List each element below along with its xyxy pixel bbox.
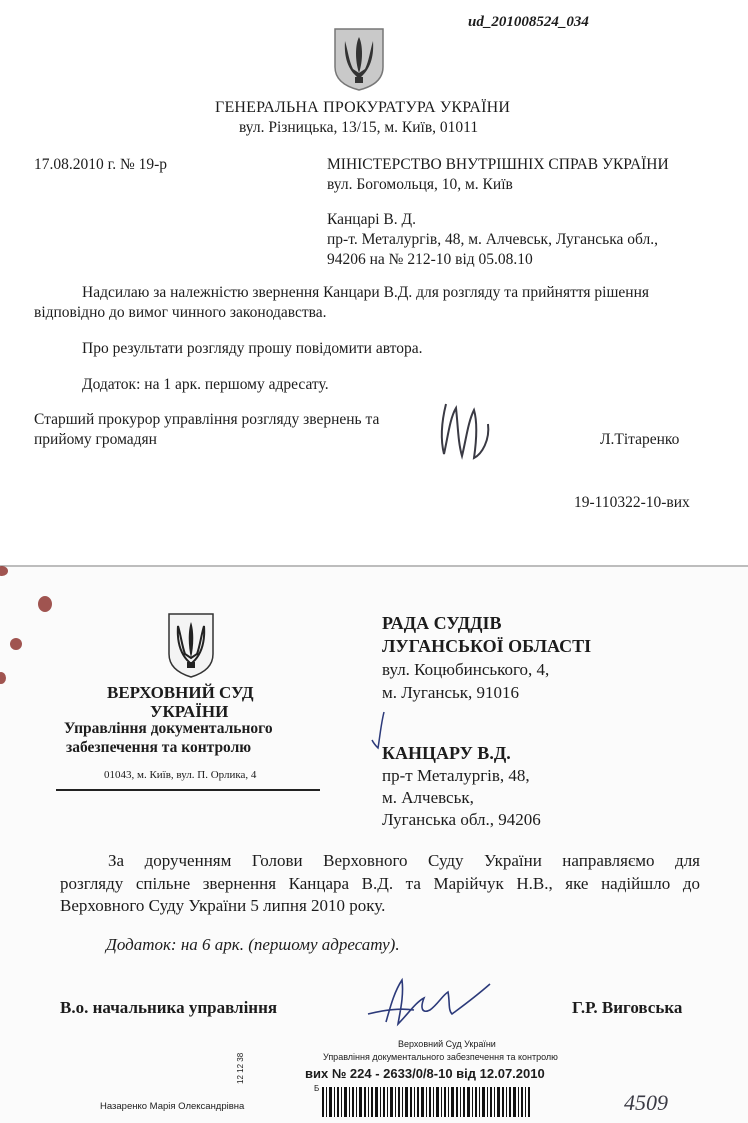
- ink-stain: [38, 596, 52, 612]
- sc-attachment: Додаток: на 6 арк. (першому адресату).: [106, 935, 400, 954]
- gp-outgoing-number: 19-110322-10-вих: [574, 494, 690, 511]
- gp-date-number: 17.08.2010 г. № 19-р: [34, 156, 168, 173]
- gp-recipient1-name: МІНІСТЕРСТВО ВНУТРІШНІХ СПРАВ УКРАЇНИ: [327, 156, 669, 173]
- ukraine-trident-emblem-icon: [333, 27, 385, 91]
- sc-recipient2-address3: Луганська обл., 94206: [382, 810, 541, 829]
- sc-letter-page: [0, 567, 748, 1123]
- sc-body-line1: За дорученням Голови Верховного Суду України направляємо для: [108, 851, 700, 870]
- gp-recipient2-name: Канцарі В. Д.: [327, 211, 416, 228]
- gp-body-para2: Про результати розгляду прошу повідомити автора.: [82, 340, 423, 357]
- sc-dept-line1: Управління документального: [64, 720, 273, 737]
- sc-org-address: 01043, м. Київ, вул. П. Орлика, 4: [104, 769, 257, 781]
- sc-header-rule: [56, 789, 320, 791]
- sc-recipient2-address1: пр-т Металургів, 48,: [382, 766, 530, 785]
- sc-recipient1-line1: РАДА СУДДІВ: [382, 613, 502, 633]
- sc-recipient2-name: КАНЦАРУ В.Д.: [382, 743, 511, 763]
- gp-recipient1-address: вул. Богомольця, 10, м. Київ: [327, 176, 513, 193]
- sc-recipient1-line2: ЛУГАНСЬКОЇ ОБЛАСТІ: [382, 636, 592, 656]
- gp-recipient2-address-line1: пр-т. Металургів, 48, м. Алчевськ, Луганська обл.,: [327, 231, 658, 248]
- document-reference: ud_201008524_034: [468, 14, 589, 30]
- gp-body-para1-line2: відповідно до вимог чинного законодавства.: [34, 304, 327, 321]
- gp-org-name: ГЕНЕРАЛЬНА ПРОКУРАТУРА УКРАЇНИ: [215, 99, 511, 116]
- gp-attachment: Додаток: на 1 арк. першому адресату.: [82, 376, 329, 393]
- sc-dept-line2: забезпечення та контролю: [66, 739, 252, 756]
- gp-signer-title-line1: Старший прокурор управління розгляду звернень та: [34, 411, 380, 428]
- sc-org-name-line1: ВЕРХОВНИЙ СУД: [107, 683, 254, 702]
- sc-body-line2: розгляду спільне звернення Канцара В.Д. та Марійчук Н.В., яке надійшло до: [60, 874, 700, 893]
- gp-body-para1-line1: Надсилаю за належністю звернення Канцари В.Д. для розгляду та прийняття рішення: [82, 284, 650, 301]
- gp-signer-name: Л.Тітаренко: [600, 431, 680, 448]
- sc-signer-title: В.о. начальника управління: [60, 998, 278, 1017]
- barcode-icon: [322, 1087, 530, 1117]
- stamp-number: вих № 224 - 2633/0/8-10 від 12.07.2010: [305, 1066, 545, 1081]
- stamp-letter: Б: [314, 1084, 320, 1093]
- sc-org-name-line2: УКРАЇНИ: [150, 702, 229, 721]
- gp-signer-title-line2: прийому громадян: [34, 431, 157, 448]
- stamp-line2: Управління документального забезпечення та контролю: [323, 1052, 558, 1062]
- sc-recipient1-address1: вул. Коцюбинського, 4,: [382, 660, 550, 679]
- sc-recipient1-address2: м. Луганськ, 91016: [382, 683, 520, 702]
- signature-icon: [364, 974, 494, 1030]
- sc-signer-name: Г.Р. Виговська: [572, 998, 683, 1017]
- gp-org-address: вул. Різницька, 13/15, м. Київ, 01011: [239, 119, 479, 136]
- stamp-line1: Верховний Суд України: [398, 1039, 496, 1049]
- handwritten-number: 4509: [624, 1090, 668, 1115]
- sc-recipient2-address2: м. Алчевськ,: [382, 788, 474, 807]
- signature-icon: [432, 396, 498, 466]
- ukraine-trident-emblem-icon: [167, 612, 215, 678]
- gp-recipient2-address-line2: 94206 на № 212-10 від 05.08.10: [327, 251, 533, 268]
- ink-stain: [10, 638, 22, 650]
- executor-name: Назаренко Марія Олександрівна: [100, 1101, 245, 1112]
- executor-phone: 12 12 38: [236, 1052, 245, 1084]
- sc-body-line3: Верховного Суду України 5 липня 2010 року.: [60, 896, 386, 915]
